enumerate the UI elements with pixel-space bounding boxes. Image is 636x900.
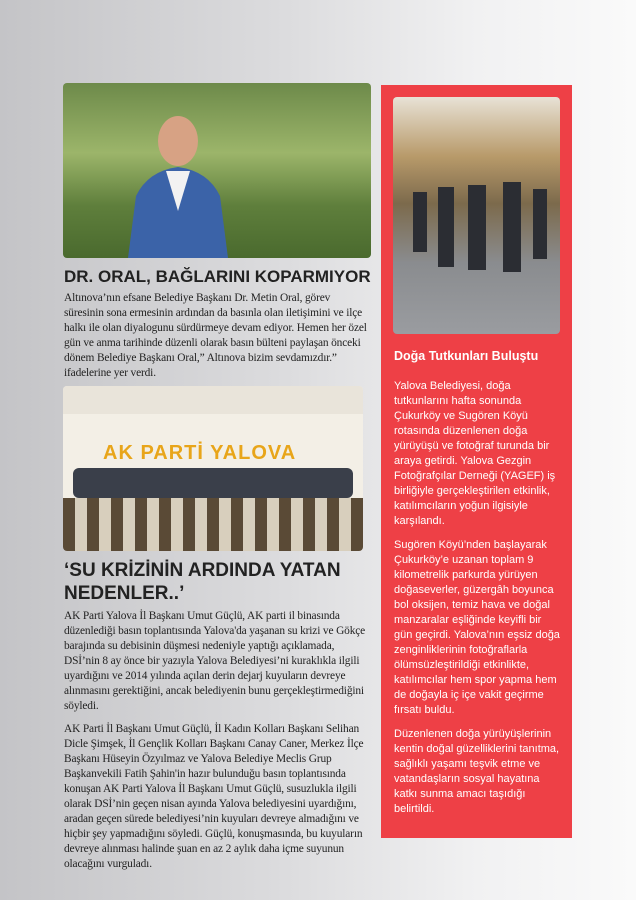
dr-oral-photo xyxy=(63,83,371,258)
press-conference-photo xyxy=(63,386,363,551)
nature-walk-photo xyxy=(393,97,560,334)
sidebar-paragraph: Sugören Köyü’nden başlayarak Çukurköy’e uzanan toplam 9 kilometrelik parkurda yürüyen doğaseverler, güzergâh boyunca bol oksijen, temiz hava ve doğal manzaralar eşliğinde keyifli bir gün geçirdi. Yalova’nın eşsiz doğa zenginliklerinin fotoğraflarla ölümsüzleştirildiği etkinlikte, katılımcılar hem spor yapma hem de doğayla iç içe vakit geçirme fırsatı buldu. xyxy=(394,539,560,716)
article2-paragraph: AK Parti Yalova İl Başkanı Umut Güçlü, AK parti il binasında düzenlediği basın toplantısında Yalova'da yaşanan su krizi ve Gökçe barajında su debisinin düşmesi nedeniyle yaptığı açıklamada, DSİ’nin 8 ay önce bir yazıyla Yalova Belediyesi’ni kuraklıkla ilgili uyardığını ve 2014 yılında açılan derin dejarj kuyuların devreye alınmasını gerektiğini, ancak belediyenin bunu gerçekleştirmediğini söyledi. xyxy=(64,610,366,712)
hikers-figures xyxy=(393,97,560,334)
article1-body: Altınova’nın efsane Belediye Başkanı Dr. Metin Oral, görev süresinin sona ermesinin ardından da basınla olan iletişimini ve ilçe halkı ile olan diyalogunu sürdürmeye devam ediyor. Hemen her özel gün ve anma tarihinde düzenli olarak basın bülteni paylaşan önceki dönem Belediye Başkanı Oral,” Altınova bizim sevdamızdır.” ifadelerine yer verdi. xyxy=(64,292,367,379)
man-figure xyxy=(118,101,238,258)
photo-banner-text: AK PARTİ YALOVA xyxy=(103,442,297,464)
sidebar-paragraph: Düzenlenen doğa yürüyüşlerinin kentin doğal güzelliklerini tanıtma, sağlıklı yaşamı teşvik etme ve vatandaşların sosyal hayatına katkı sunma amacı taşıdığı belirtildi. xyxy=(394,728,560,815)
left-column xyxy=(64,266,372,872)
article2-title: ‘SU KRİZİNİN ARDINDA YATAN NEDENLER..’ xyxy=(64,560,341,604)
article1-title: DR. ORAL, BAĞLARINI KOPARMIYOR xyxy=(64,267,371,286)
sidebar-title: Doğa Tutkunları Buluştu xyxy=(394,349,539,363)
sidebar-paragraph: Yalova Belediyesi, doğa tutkunlarını hafta sonunda Çukurköy ve Sugören Köyü rotasında düzenlenen doğa yürüyüşü ve fotoğraf turunda bir araya getirdi. Yalova Gezgin Fotoğrafçılar Derneği (YAGEF) iş birliğiyle gerçekleştirilen etkinlik, katılımcıların yoğun ilgisiyle karşılandı. xyxy=(394,380,556,527)
article2-paragraph: AK Parti İl Başkanı Umut Güçlü, İl Kadın Kolları Başkanı Selihan Dicle Şimşek, İl Gençlik Kolları Başkanı Canay Caner, Merkez İlçe Başkanı Hüseyin Özyılmaz ve Yalova Belediye Meclis Grup Başkanvekili Fatih Şahin'in hazır bulunduğu basın toplantısında konuşan AK Parti Yalova İl Başkanı Umut Güçlü, susuzlukla ilgili olarak DSİ’nin geçen nisan ayında Yalova belediyesini uyardığını, aradan geçen sürede belediyesi’nin kuyuları devreye almadığını ve hiçbir şey yapmadığını söyledi. Güçlü, konuşmasında, bu kuyuların devreye alınması halinde şuan en az 2 aylık daha içme suyunun olacağını vurguladı. xyxy=(64,723,364,870)
